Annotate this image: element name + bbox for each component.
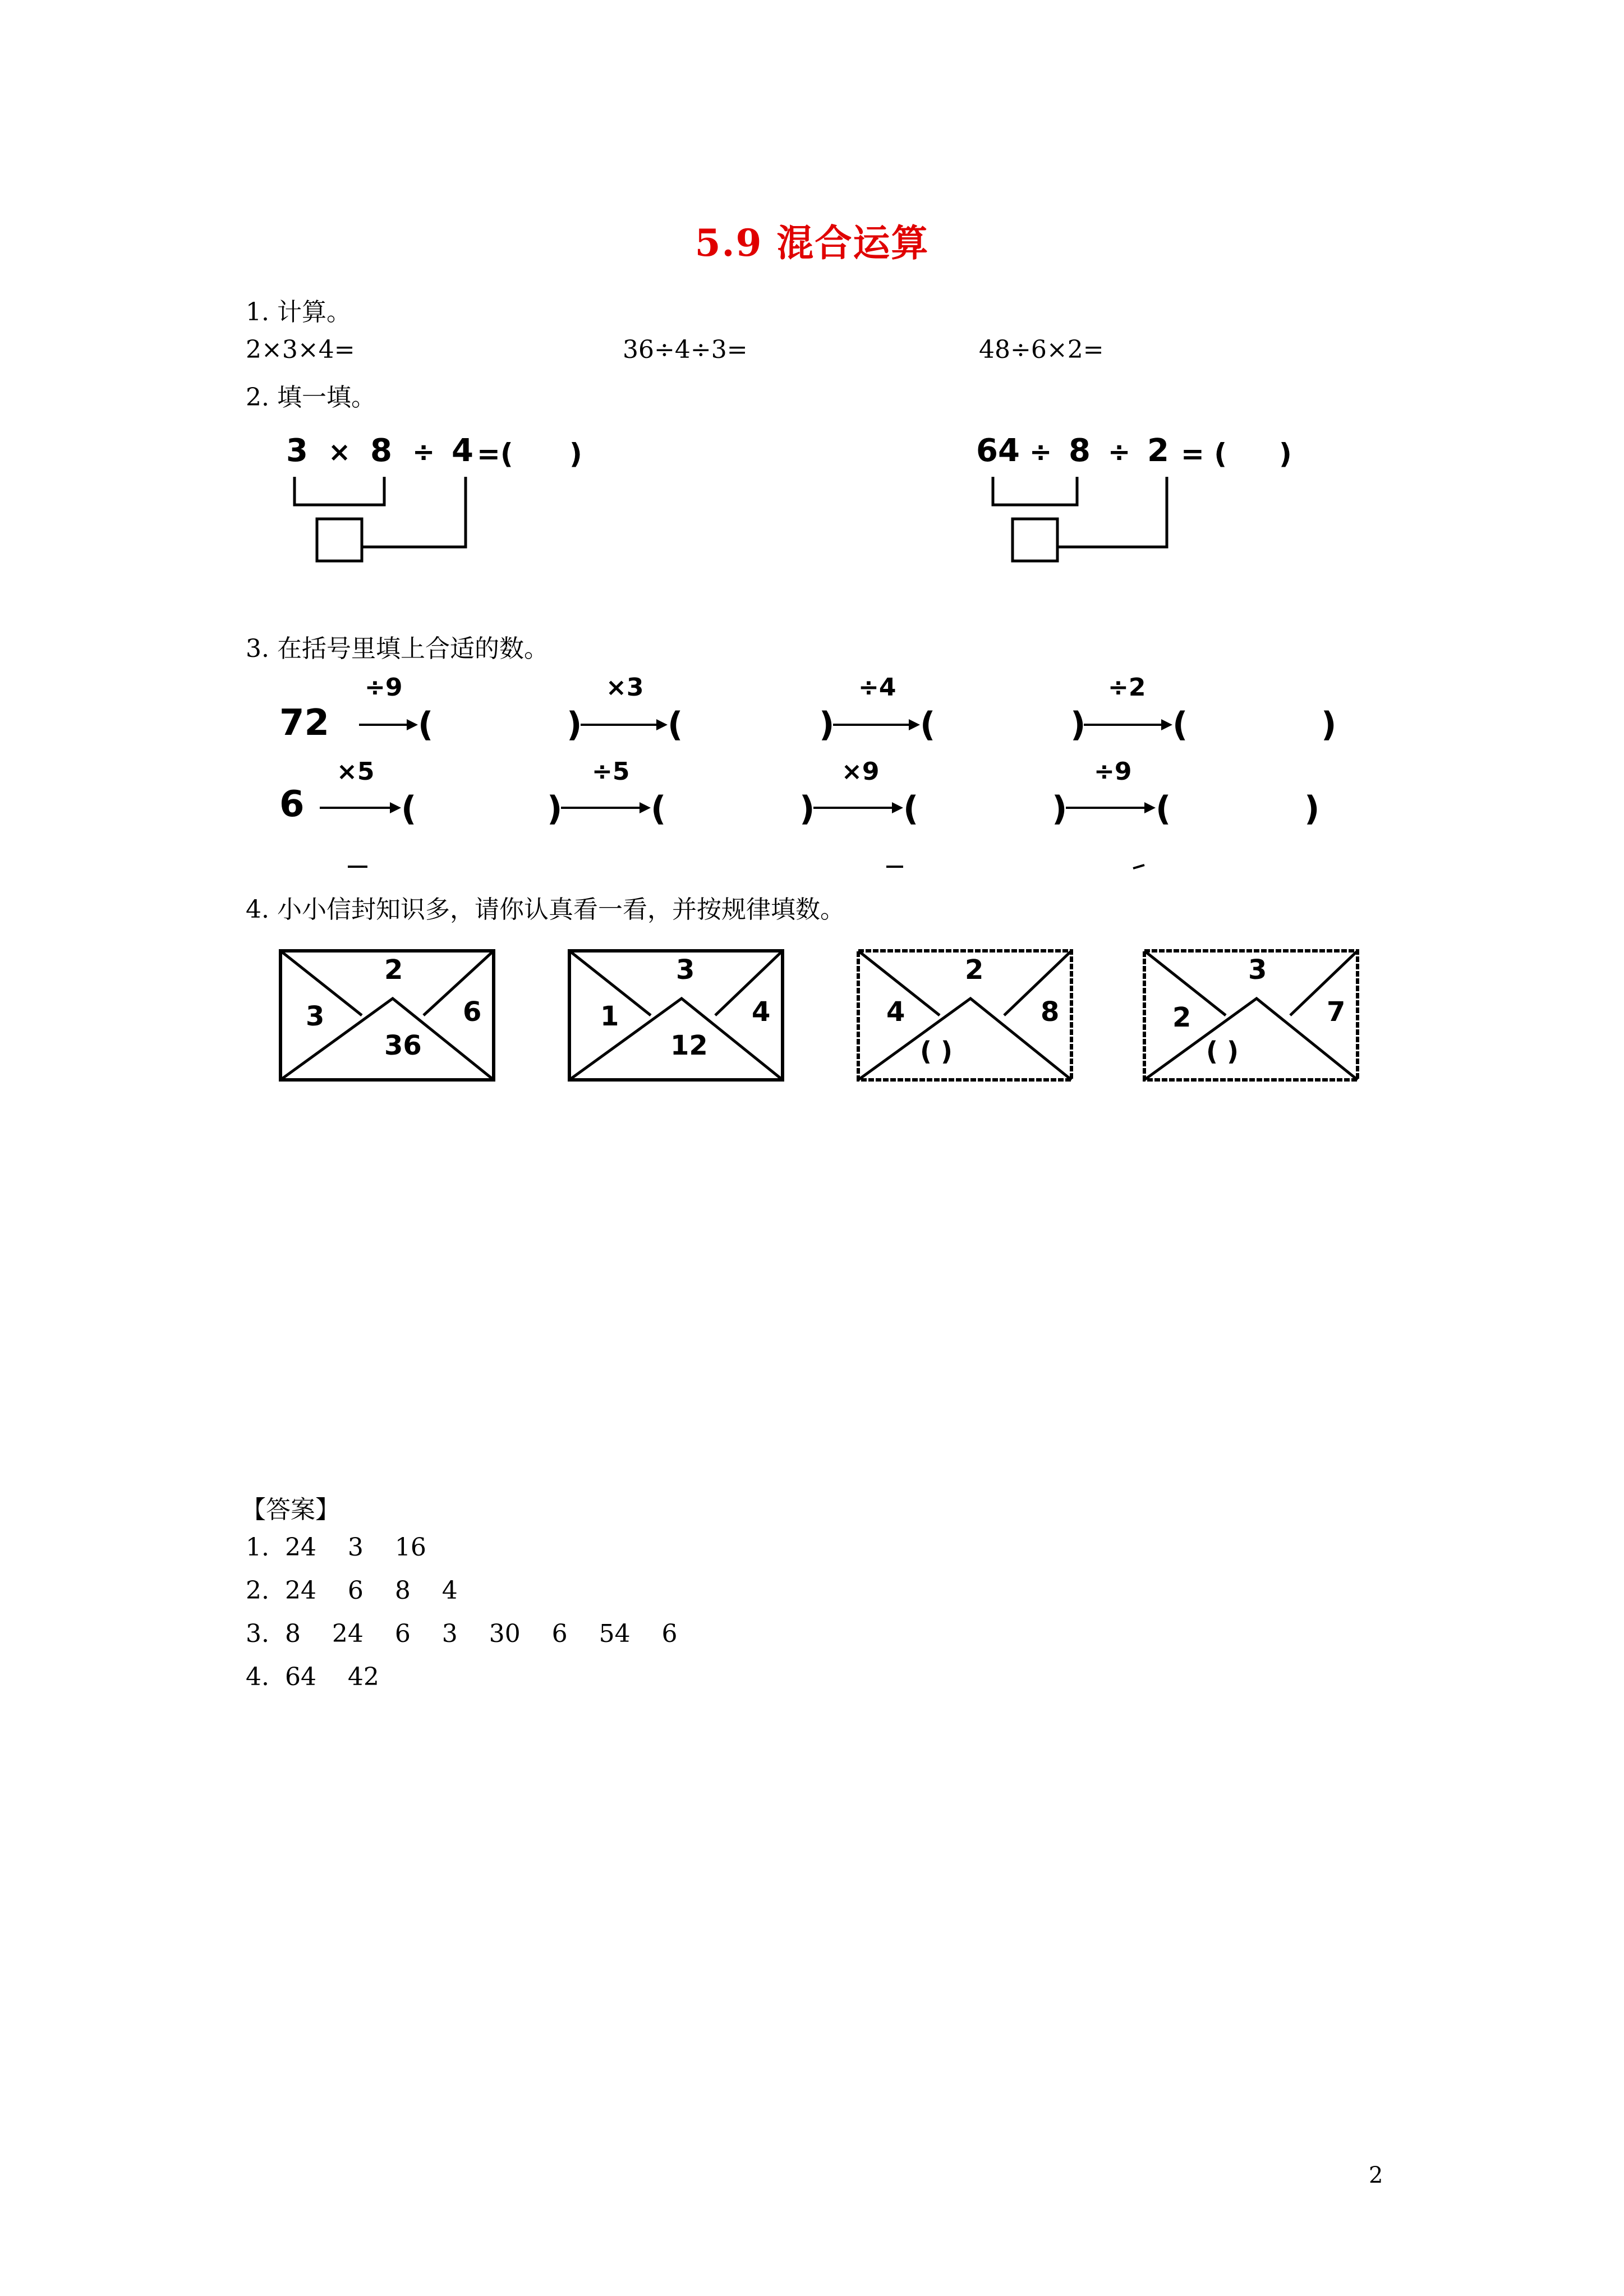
q3-row1-op-2: ×3	[606, 673, 644, 702]
q2-left-a: 3	[286, 432, 308, 469]
q2-right-op2: ÷	[1108, 436, 1131, 468]
q3-row2-op-4: ÷9	[1094, 757, 1132, 786]
q2-right-close: )	[1279, 438, 1292, 470]
q3-row2-op-1: ×5	[337, 757, 375, 786]
question-3-label: 3. 在括号里填上合适的数。	[246, 634, 549, 663]
q2-right-a: 64	[976, 432, 1020, 469]
envelope-1	[280, 951, 494, 1080]
q3-row1-paren-4[interactable]: (	[1172, 705, 1188, 744]
svg-text:): )	[1070, 705, 1086, 744]
page-number: 2	[1369, 2162, 1383, 2188]
q2-right-op1: ÷	[1029, 436, 1052, 468]
svg-text:): )	[1321, 705, 1337, 744]
q1-expr-1: 2×3×4=	[246, 335, 355, 364]
q2-left-op1: ×	[328, 436, 351, 468]
q4-envelopes	[269, 942, 1369, 1088]
q2-left-op2: ÷	[412, 436, 435, 468]
q3-row2-paren-2[interactable]: (	[651, 789, 666, 829]
envelope-3-top: 2	[965, 954, 984, 986]
q2-left-b: 8	[370, 432, 392, 469]
envelope-3-right: 8	[1041, 996, 1060, 1028]
envelope-2-right: 4	[752, 996, 771, 1028]
envelope-4	[1144, 951, 1358, 1080]
q2-left-connector	[362, 477, 466, 547]
question-1-label: 1. 计算。	[246, 298, 351, 326]
svg-text:): )	[819, 705, 835, 744]
envelope-3	[858, 951, 1071, 1080]
q3-row2-paren-4[interactable]: (	[1156, 789, 1171, 829]
q3-row1-op-1: ÷9	[365, 673, 403, 702]
q2-left-eq: =(	[477, 438, 513, 470]
q2-left-answer-box[interactable]	[317, 519, 362, 561]
q3-row1-start: 72	[279, 702, 330, 744]
svg-text:): )	[567, 705, 582, 744]
envelope-4-bottom[interactable]: ( )	[1206, 1036, 1239, 1066]
q2-right-c: 2	[1147, 432, 1169, 469]
q3-row1-op-3: ÷4	[858, 673, 896, 702]
page-title: 5.9 混合运算	[694, 221, 930, 265]
envelope-3-bottom[interactable]: ( )	[920, 1036, 953, 1066]
answer-line-3: 3. 8 24 6 3 30 6 54 6	[246, 1619, 678, 1648]
q2-right-eq: = (	[1181, 438, 1227, 470]
envelope-4-left: 2	[1172, 1002, 1191, 1033]
q3-row2-paren-3[interactable]: (	[903, 789, 919, 829]
q3-chains	[269, 668, 1346, 881]
answer-line-4: 4. 64 42	[246, 1663, 379, 1691]
q2-right-b: 8	[1069, 432, 1091, 469]
q3-row1-op-4: ÷2	[1108, 673, 1146, 702]
q3-row2-start: 6	[279, 784, 305, 825]
envelope-1-right: 6	[463, 996, 482, 1028]
envelope-4-top: 3	[1248, 954, 1267, 986]
q2-left-bracket	[295, 477, 384, 505]
answer-line-2: 2. 24 6 8 4	[246, 1576, 458, 1605]
q2-right-bracket	[993, 477, 1077, 505]
svg-text:): )	[1052, 789, 1068, 829]
question-4-label: 4. 小小信封知识多，请你认真看一看，并按规律填数。	[246, 895, 845, 924]
envelope-2-bottom: 12	[670, 1030, 708, 1061]
envelope-1-top: 2	[384, 954, 403, 986]
q3-row1-paren-1[interactable]: (	[418, 705, 434, 744]
envelope-2	[569, 951, 783, 1080]
svg-text:): )	[1304, 789, 1320, 829]
envelope-3-left: 4	[886, 996, 905, 1028]
envelope-4-right: 7	[1327, 996, 1346, 1028]
envelope-2-top: 3	[676, 954, 695, 986]
q3-row1-paren-3[interactable]: (	[920, 705, 936, 744]
answer-line-1: 1. 24 3 16	[246, 1533, 426, 1562]
q2-left-diagram	[275, 426, 611, 583]
question-2-label: 2. 填一填。	[246, 383, 376, 412]
q2-right-answer-box[interactable]	[1013, 519, 1057, 561]
q2-right-connector	[1057, 477, 1167, 547]
q3-row2-paren-1[interactable]: (	[401, 789, 417, 829]
svg-text:): )	[547, 789, 563, 829]
envelope-1-bottom: 36	[384, 1030, 422, 1061]
q2-right-diagram	[965, 426, 1324, 583]
envelope-1-left: 3	[306, 1001, 325, 1032]
envelope-2-left: 1	[600, 1001, 619, 1032]
q2-left-c: 4	[452, 432, 473, 469]
q3-row2-op-3: ×9	[841, 757, 880, 786]
q2-left-close: )	[569, 438, 582, 470]
q1-expr-3: 48÷6×2=	[979, 335, 1104, 364]
q3-row1-paren-2[interactable]: (	[668, 705, 683, 744]
q1-expr-2: 36÷4÷3=	[623, 335, 748, 364]
q3-row2-op-2: ÷5	[592, 757, 630, 786]
svg-text:): )	[799, 789, 815, 829]
answers-heading: 【答案】	[241, 1496, 340, 1524]
